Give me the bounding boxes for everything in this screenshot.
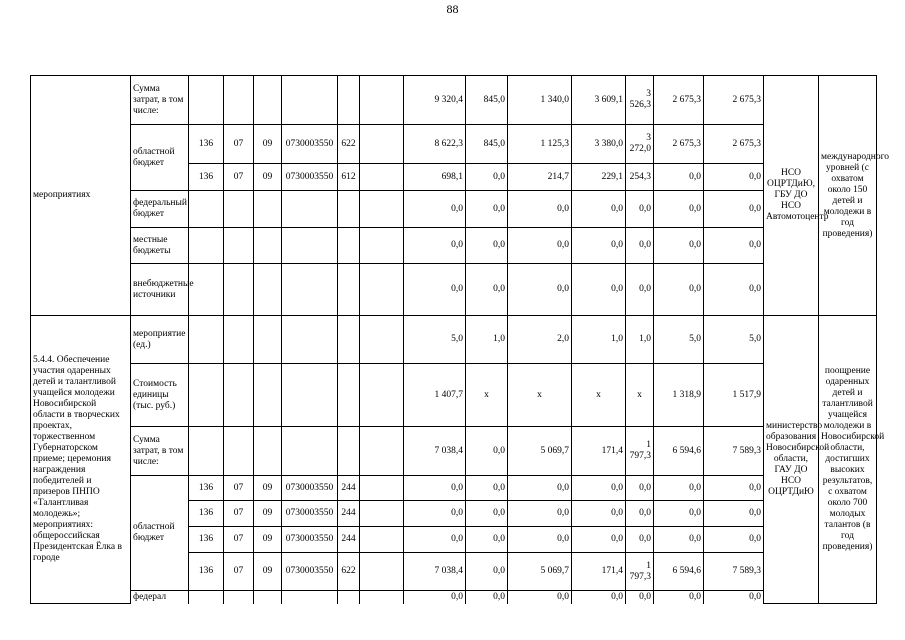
value-cell: х	[626, 364, 654, 427]
table-row	[31, 476, 877, 501]
value-cell: 0,0	[466, 264, 508, 316]
value-cell: 0,0	[654, 164, 704, 191]
total-cell: 1 407,7	[404, 364, 466, 427]
executor-cell: НСО ОЦРТДиЮ, ГБУ ДО НСО Автомотоцентр	[764, 76, 819, 316]
value-cell: 845,0	[466, 76, 508, 125]
total-cell: 0,0	[404, 228, 466, 264]
value-cell: 0,0	[654, 591, 704, 604]
value-cell: 1,0	[466, 316, 508, 364]
value-cell: 214,7	[508, 164, 572, 191]
value-cell: 2 675,3	[654, 125, 704, 164]
value-cell: 229,1	[572, 164, 626, 191]
code-cell: 09	[254, 501, 282, 527]
value-cell: 7 589,3	[704, 553, 764, 591]
value-cell: 0,0	[466, 228, 508, 264]
value-cell: 1,0	[626, 316, 654, 364]
value-cell: 0,0	[572, 591, 626, 604]
budget-table	[30, 75, 889, 604]
value-cell: х	[466, 364, 508, 427]
value-cell: 0,0	[466, 553, 508, 591]
total-cell: 9 320,4	[404, 76, 466, 125]
value-cell: 2 675,3	[704, 76, 764, 125]
code-cell: 0730003550	[282, 476, 338, 501]
value-cell: 0,0	[704, 476, 764, 501]
value-cell: 171,4	[572, 427, 626, 476]
value-cell: 3 272,0	[626, 125, 654, 164]
value-cell: 171,4	[572, 553, 626, 591]
value-cell: 5,0	[704, 316, 764, 364]
table-row	[31, 228, 877, 264]
code-cell: 07	[224, 501, 254, 527]
value-cell: 0,0	[626, 591, 654, 604]
code-cell: 0730003550	[282, 527, 338, 553]
code-cell: 244	[338, 527, 360, 553]
value-cell: 0,0	[626, 228, 654, 264]
value-cell: 0,0	[508, 591, 572, 604]
code-cell: 07	[224, 553, 254, 591]
code-cell: 244	[338, 476, 360, 501]
value-cell: 0,0	[654, 501, 704, 527]
table-row	[31, 191, 877, 228]
activity-cell: мероприятиях	[31, 76, 131, 316]
value-cell: х	[572, 364, 626, 427]
row-label: федеральный бюджет	[131, 191, 189, 228]
value-cell: 0,0	[626, 527, 654, 553]
value-cell: 0,0	[626, 264, 654, 316]
total-cell: 8 622,3	[404, 125, 466, 164]
activity-cell: 5.4.4. Обеспечение участия одаренных детей и талантливой учащейся молодежи Новосибирской области в творческих проектах, торжественном Губернаторском приеме; церемония награждения победителей и призеров ПНПО «Талантливая молодежь»; мероприятиях: общероссийская Президентская Ёлка в городе	[31, 316, 131, 604]
code-cell: 07	[224, 164, 254, 191]
value-cell: 0,0	[508, 476, 572, 501]
row-label: федерал	[131, 591, 189, 604]
code-cell: 136	[189, 553, 224, 591]
value-cell: 0,0	[654, 264, 704, 316]
total-cell: 0,0	[404, 264, 466, 316]
value-cell: 1 340,0	[508, 76, 572, 125]
total-cell: 0,0	[404, 501, 466, 527]
value-cell: 2,0	[508, 316, 572, 364]
value-cell: 0,0	[654, 228, 704, 264]
row-label: Сумма затрат, в том числе:	[131, 427, 189, 476]
table-row	[31, 76, 877, 125]
value-cell: 0,0	[466, 191, 508, 228]
value-cell: 0,0	[654, 476, 704, 501]
value-cell: 0,0	[704, 264, 764, 316]
code-cell: 136	[189, 501, 224, 527]
value-cell: 1 125,3	[508, 125, 572, 164]
total-cell: 7 038,4	[404, 427, 466, 476]
value-cell: х	[508, 364, 572, 427]
value-cell: 0,0	[572, 191, 626, 228]
value-cell: 1,0	[572, 316, 626, 364]
value-cell: 5 069,7	[508, 553, 572, 591]
value-cell: 0,0	[572, 501, 626, 527]
value-cell: 0,0	[466, 501, 508, 527]
value-cell: 0,0	[704, 164, 764, 191]
table-row	[31, 316, 877, 364]
total-cell: 0,0	[404, 191, 466, 228]
executor-cell: министерство образования Новосибирской области, ГАУ ДО НСО ОЦРТДиЮ	[764, 316, 819, 604]
code-cell: 09	[254, 164, 282, 191]
code-cell: 136	[189, 527, 224, 553]
value-cell: 0,0	[654, 527, 704, 553]
row-label: местные бюджеты	[131, 228, 189, 264]
value-cell: 0,0	[704, 591, 764, 604]
value-cell: 0,0	[654, 191, 704, 228]
code-cell: 136	[189, 125, 224, 164]
value-cell: 0,0	[508, 501, 572, 527]
value-cell: 0,0	[704, 191, 764, 228]
value-cell: 845,0	[466, 125, 508, 164]
code-cell: 622	[338, 553, 360, 591]
value-cell: 0,0	[466, 527, 508, 553]
value-cell: 0,0	[626, 501, 654, 527]
value-cell: 0,0	[626, 476, 654, 501]
value-cell: 3 526,3	[626, 76, 654, 125]
total-cell: 7 038,4	[404, 553, 466, 591]
value-cell: 0,0	[704, 228, 764, 264]
value-cell: 0,0	[704, 501, 764, 527]
value-cell: 0,0	[466, 164, 508, 191]
value-cell: 0,0	[508, 264, 572, 316]
code-cell: 136	[189, 164, 224, 191]
table-row	[31, 427, 877, 476]
value-cell: 5,0	[654, 316, 704, 364]
row-label: областной бюджет	[131, 125, 189, 191]
table-row	[31, 591, 877, 604]
row-label: Стоимость единицы (тыс. руб.)	[131, 364, 189, 427]
value-cell: 0,0	[466, 427, 508, 476]
value-cell: 6 594,6	[654, 553, 704, 591]
total-cell: 698,1	[404, 164, 466, 191]
total-cell: 0,0	[404, 527, 466, 553]
table-row	[31, 364, 877, 427]
value-cell: 2 675,3	[654, 76, 704, 125]
value-cell: 5 069,7	[508, 427, 572, 476]
code-cell: 136	[189, 476, 224, 501]
value-cell: 0,0	[508, 191, 572, 228]
value-cell: 0,0	[704, 527, 764, 553]
value-cell: 0,0	[466, 476, 508, 501]
page-number: 88	[446, 2, 459, 16]
value-cell: 2 675,3	[704, 125, 764, 164]
value-cell: 7 589,3	[704, 427, 764, 476]
result-cell: поощрение одаренных детей и талантливой учащейся молодежи в Новосибирской области, достигших высоких результатов, с охватом около 700 молодых талантов (в год проведения)	[819, 316, 877, 604]
value-cell: 3 609,1	[572, 76, 626, 125]
value-cell: 3 380,0	[572, 125, 626, 164]
row-label: областной бюджет	[131, 476, 189, 591]
code-cell: 09	[254, 553, 282, 591]
value-cell: 1 318,9	[654, 364, 704, 427]
table-row	[31, 125, 877, 164]
value-cell: 0,0	[572, 264, 626, 316]
result-cell: международного уровней (с охватом около 150 детей и молодежи в год проведения)	[819, 76, 877, 316]
code-cell: 09	[254, 476, 282, 501]
total-cell: 0,0	[404, 591, 466, 604]
row-label: Сумма затрат, в том числе:	[131, 76, 189, 125]
value-cell: 0,0	[508, 527, 572, 553]
row-label: внебюджетные источники	[131, 264, 189, 316]
code-cell: 07	[224, 527, 254, 553]
value-cell: 6 594,6	[654, 427, 704, 476]
value-cell: 0,0	[466, 591, 508, 604]
code-cell: 622	[338, 125, 360, 164]
value-cell: 0,0	[572, 228, 626, 264]
code-cell: 09	[254, 527, 282, 553]
code-cell: 07	[224, 125, 254, 164]
total-cell: 0,0	[404, 476, 466, 501]
value-cell: 0,0	[572, 476, 626, 501]
code-cell: 0730003550	[282, 553, 338, 591]
total-cell: 5,0	[404, 316, 466, 364]
code-cell: 0730003550	[282, 501, 338, 527]
value-cell: 0,0	[626, 191, 654, 228]
row-label: мероприятие (ед.)	[131, 316, 189, 364]
value-cell: 1 797,3	[626, 553, 654, 591]
code-cell: 0730003550	[282, 125, 338, 164]
code-cell: 244	[338, 501, 360, 527]
table-row	[31, 264, 877, 316]
value-cell: 1 797,3	[626, 427, 654, 476]
code-cell: 612	[338, 164, 360, 191]
value-cell: 0,0	[572, 527, 626, 553]
value-cell: 254,3	[626, 164, 654, 191]
code-cell: 07	[224, 476, 254, 501]
value-cell: 1 517,9	[704, 364, 764, 427]
code-cell: 0730003550	[282, 164, 338, 191]
value-cell: 0,0	[508, 228, 572, 264]
code-cell: 09	[254, 125, 282, 164]
